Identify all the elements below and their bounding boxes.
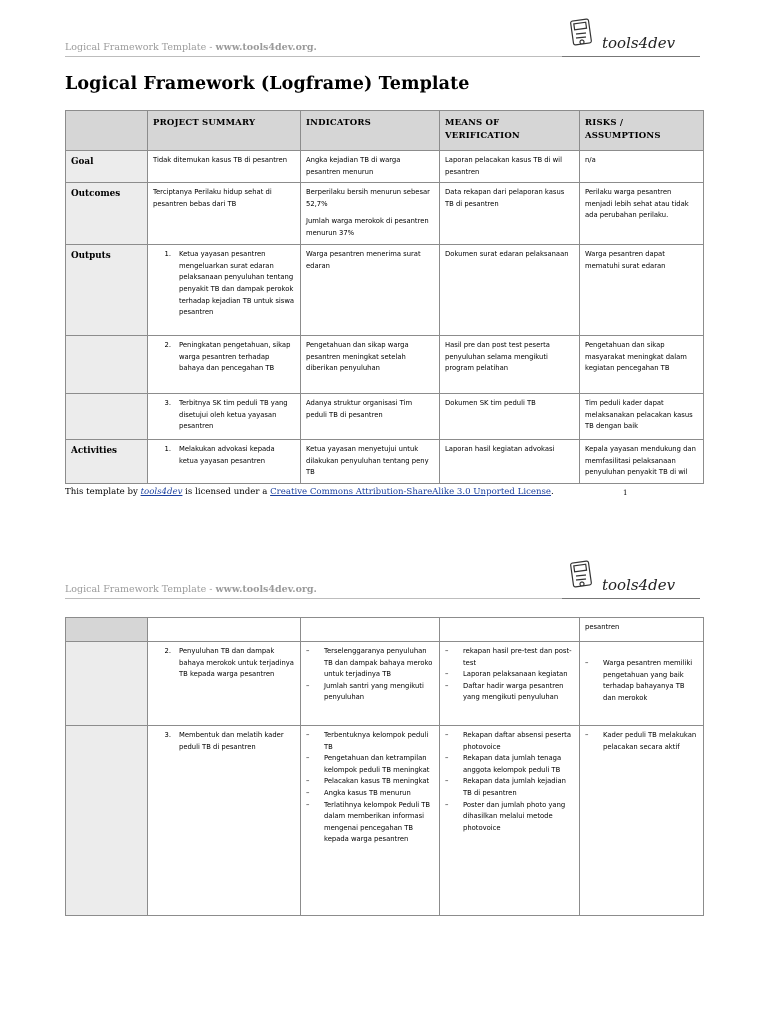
indicators-cell: Adanya struktur organisasi Tim peduli TB di pesantren bbox=[301, 394, 440, 440]
list-item: – Rekapan data jumlah kejadian TB di pesantren bbox=[445, 777, 566, 797]
risks-cell: Tim peduli kader dapat melaksanakan pelacakan kasus TB dengan baik bbox=[580, 394, 704, 440]
logo-toolbox-icon bbox=[570, 19, 591, 45]
indicators-cell: Pengetahuan dan sikap warga pesantren meningkat setelah diberikan penyuluhan bbox=[301, 336, 440, 394]
row-head-empty bbox=[66, 642, 148, 726]
header-corner-cell bbox=[66, 111, 148, 151]
license-middle: is licensed under a bbox=[182, 487, 271, 497]
summary-cell: 1. Melakukan advokasi kepada ketua yayasan pesantren bbox=[148, 440, 301, 484]
list-item: – Angka kasus TB menurun bbox=[306, 788, 411, 797]
table-row-output-2 bbox=[66, 336, 704, 394]
verification-cell bbox=[440, 642, 580, 726]
table-row-output-3 bbox=[66, 394, 704, 440]
logo-wordmark: tools4dev bbox=[602, 34, 676, 52]
table-row-activity-3 bbox=[66, 726, 704, 916]
risks-cell: Pengetahuan dan sikap masyarakat meningkat dalam kegiatan pencegahan TB bbox=[580, 336, 704, 394]
risks-cell: Perilaku warga pesantren menjadi lebih sehat atau tidak ada perubahan perilaku. bbox=[580, 183, 704, 245]
summary-cell: 3. Membentuk dan melatih kader peduli TB di pesantren bbox=[148, 726, 301, 916]
verification-cell: Laporan hasil kegiatan advokasi bbox=[440, 440, 580, 484]
page-title: Logical Framework (Logframe) Template bbox=[65, 74, 470, 94]
list-item: – Warga pesantren memiliki pengetahuan yang baik terhadap bahayanya TB dan merokok bbox=[585, 659, 693, 702]
list-item: – Kader peduli TB melakukan pelacakan secara aktif bbox=[585, 731, 697, 751]
table-row-activity-2 bbox=[66, 642, 704, 726]
table-row-output-1 bbox=[66, 245, 704, 336]
risks-cell bbox=[580, 642, 704, 726]
row-head-goal: Goal bbox=[66, 151, 148, 183]
table-header-row bbox=[66, 111, 704, 151]
logo-rule bbox=[562, 56, 700, 57]
cc-license-link[interactable]: Creative Commons Attribution-ShareAlike 3.0 Unported License bbox=[270, 487, 552, 497]
license-suffix: . bbox=[551, 487, 554, 497]
indicators-cell bbox=[301, 726, 440, 916]
summary-cell: 1. Ketua yayasan pesantren mengeluarkan surat edaran pelaksanaan penyuluhan tentang penyakit TB dan dampak perokok terhadap kejadian TB untuk siswa pesantren bbox=[148, 245, 301, 336]
summary-cell bbox=[148, 618, 301, 642]
list-item: – Daftar hadir warga pesantren yang mengikuti penyuluhan bbox=[445, 681, 564, 702]
license-prefix: This template by bbox=[65, 487, 141, 497]
page-2 bbox=[0, 540, 768, 1024]
verification-cell bbox=[440, 618, 580, 642]
indicators-cell bbox=[301, 618, 440, 642]
col-header-project-summary: PROJECT SUMMARY bbox=[148, 111, 301, 151]
row-head-outputs: Outputs bbox=[66, 245, 148, 336]
list-item: – Jumlah santri yang mengikuti penyuluhan bbox=[306, 681, 424, 702]
list-item: – Terlatihnya kelompok Peduli TB dalam memberikan informasi mengenai pencegahan TB kepada warga pesantren bbox=[306, 800, 431, 844]
tools4dev-link[interactable]: tools4dev bbox=[140, 487, 183, 497]
verification-cell: Hasil pre dan post test peserta penyuluhan selama mengikuti program pelatihan bbox=[440, 336, 580, 394]
verification-cell bbox=[440, 726, 580, 916]
risks-cell: pesantren bbox=[580, 618, 704, 642]
license-note bbox=[65, 487, 554, 497]
summary-cell: 3. Terbitnya SK tim peduli TB yang disetujui oleh ketua yayasan pesantren bbox=[148, 394, 301, 440]
list-item: – Terbentuknya kelompok peduli TB bbox=[306, 731, 429, 751]
indicators-cell: Warga pesantren menerima surat edaran bbox=[301, 245, 440, 336]
page-gap bbox=[0, 528, 768, 540]
header-rule bbox=[65, 56, 570, 57]
list-item: – Rekapan daftar absensi peserta photovoice bbox=[445, 731, 572, 751]
table-row-goal bbox=[66, 151, 704, 183]
running-header bbox=[65, 42, 317, 53]
logo-wordmark: tools4dev bbox=[602, 576, 676, 594]
list-item: – Laporan pelaksanaan kegiatan bbox=[445, 670, 568, 679]
header-rule bbox=[65, 598, 570, 599]
page-number: 1 bbox=[623, 489, 628, 497]
row-head-empty bbox=[66, 336, 148, 394]
row-head-empty bbox=[66, 726, 148, 916]
indicators-cell: Ketua yayasan menyetujui untuk dilakukan penyuluhan tentang peny TB bbox=[301, 440, 440, 484]
list-item: – Pengetahuan dan ketrampilan kelompok peduli TB meningkat bbox=[306, 754, 430, 774]
running-header-site: www.tools4dev.org. bbox=[215, 584, 317, 595]
logframe-table bbox=[65, 110, 704, 484]
running-header-label: Logical Framework Template - bbox=[65, 42, 216, 53]
risks-cell bbox=[580, 726, 704, 916]
row-head-empty bbox=[66, 394, 148, 440]
logo-rule bbox=[562, 598, 700, 599]
summary-cell: Tidak ditemukan kasus TB di pesantren bbox=[148, 151, 301, 183]
list-item: – Terselenggaranya penyuluhan TB dan dampak bahaya meroko untuk terjadinya TB bbox=[306, 647, 433, 679]
table-row-outcomes bbox=[66, 183, 704, 245]
col-header-risks-assumptions: RISKS / ASSUMPTIONS bbox=[580, 111, 704, 151]
indicators-cell: Berperilaku bersih menurun sebesar 52,7% Jumlah warga merokok di pesantren menurun 37% bbox=[301, 183, 440, 245]
verification-cell: Dokumen surat edaran pelaksanaan bbox=[440, 245, 580, 336]
logframe-table-continued bbox=[65, 617, 704, 916]
verification-cell: Laporan pelacakan kasus TB di wil pesantren bbox=[440, 151, 580, 183]
running-header-label: Logical Framework Template - bbox=[65, 584, 216, 595]
indicators-cell: Angka kejadian TB di warga pesantren menurun bbox=[301, 151, 440, 183]
risks-cell: Kepala yayasan mendukung dan memfasilitasi pelaksanaan penyuluhan penyakit TB di wil bbox=[580, 440, 704, 484]
list-item: – rekapan hasil pre-test dan post-test bbox=[445, 647, 572, 667]
list-item: – Pelacakan kasus TB meningkat bbox=[306, 777, 430, 786]
risks-cell: Warga pesantren dapat mematuhi surat edaran bbox=[580, 245, 704, 336]
verification-cell: Data rekapan dari pelaporan kasus TB di pesantren bbox=[440, 183, 580, 245]
running-header-site: www.tools4dev.org. bbox=[215, 42, 317, 53]
indicators-cell bbox=[301, 642, 440, 726]
logo-toolbox-icon bbox=[570, 561, 591, 587]
running-header bbox=[65, 584, 317, 595]
row-head-outcomes: Outcomes bbox=[66, 183, 148, 245]
risks-cell: n/a bbox=[580, 151, 704, 183]
row-head-empty bbox=[66, 618, 148, 642]
col-header-means-of-verification: MEANS OF VERIFICATION bbox=[440, 111, 580, 151]
summary-cell: Terciptanya Perilaku hidup sehat di pesantren bebas dari TB bbox=[148, 183, 301, 245]
col-header-indicators: INDICATORS bbox=[301, 111, 440, 151]
table-row-activity-1 bbox=[66, 440, 704, 484]
list-item: – Rekapan data jumlah tenaga anggota kelompok peduli TB bbox=[445, 754, 562, 774]
verification-cell: Dokumen SK tim peduli TB bbox=[440, 394, 580, 440]
summary-cell: 2. Peningkatan pengetahuan, sikap warga pesantren terhadap bahaya dan pencegahan TB bbox=[148, 336, 301, 394]
list-item: – Poster dan jumlah photo yang dihasilkan melalui metode photovoice bbox=[445, 800, 566, 832]
row-head-activities: Activities bbox=[66, 440, 148, 484]
carry-over-row bbox=[66, 618, 704, 642]
summary-cell: 2. Penyuluhan TB dan dampak bahaya merokok untuk terjadinya TB kepada warga pesantren bbox=[148, 642, 301, 726]
